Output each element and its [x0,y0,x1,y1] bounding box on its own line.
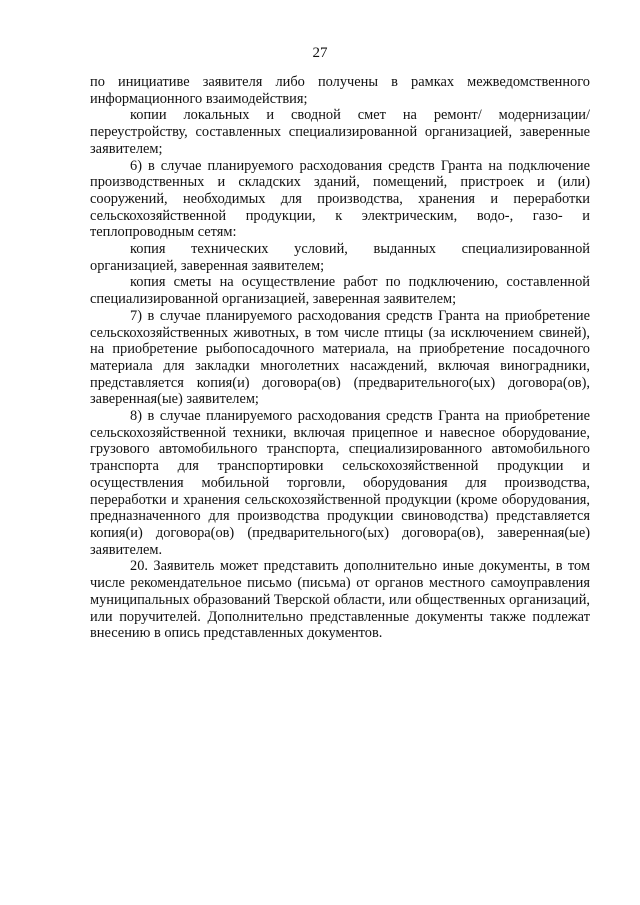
paragraph-continuation: по инициативе заявителя либо получены в рамках межведомственного информационного взаимодействия; [90,74,590,107]
paragraph-item-7: 7) в случае планируемого расходования средств Гранта на приобретение сельскохозяйственных животных, в том числе птицы (за исключением свиней), на приобретение рыбопосадочного материала, на приобретение посадочного материала для закладки многолетних насаждений, включая виноградники, представляется копия(и) договора(ов) (предварительного(ых) договора(ов), заверенная(ые) заявителем; [90,307,590,408]
paragraph-technical-conditions: копия технических условий, выданных специализированной организацией, заверенная заявителем; [90,241,590,274]
paragraph-estimate-copies: копии локальных и сводной смет на ремонт/ модернизации/переустройству, составленных специализированной организацией, заверенные заявителем; [90,107,590,157]
page-number: 27 [312,45,328,61]
document-body [90,74,590,642]
paragraph-item-6: 6) в случае планируемого расходования средств Гранта на подключение производственных и складских зданий, помещений, пристроек и (или) сооружений, необходимых для производства, хранения и переработки сельскохозяйственной продукции, к электрическим, водо-, газо- и теплопроводным сетям: [90,157,590,241]
paragraph-connection-estimate: копия сметы на осуществление работ по подключению, составленной специализированной организацией, заверенная заявителем; [90,274,590,308]
paragraph-item-20: 20. Заявитель может представить дополнительно иные документы, в том числе рекомендательное письмо (письма) от органов местного самоуправления муниципальных образований Тверской области, или общественных организаций, или поручителей. Дополнительно представленные документы также подлежат внесению в опись представленных документов. [90,558,590,642]
paragraph-item-8: 8) в случае планируемого расходования средств Гранта на приобретение сельскохозяйственной техники, включая прицепное и навесное оборудование, грузового автомобильного транспорта, специализированного автомобильного транспорта для транспортировки сельскохозяйственной продукции и осуществления мобильной торговли, оборудования для производства, переработки и хранения сельскохозяйственной продукции (кроме оборудования, предназначенного для производства продукции свиноводства) представляется копия(и) договора(ов) (предварительного(ых) договора(ов), заверенная(ые) заявителем. [90,408,590,558]
